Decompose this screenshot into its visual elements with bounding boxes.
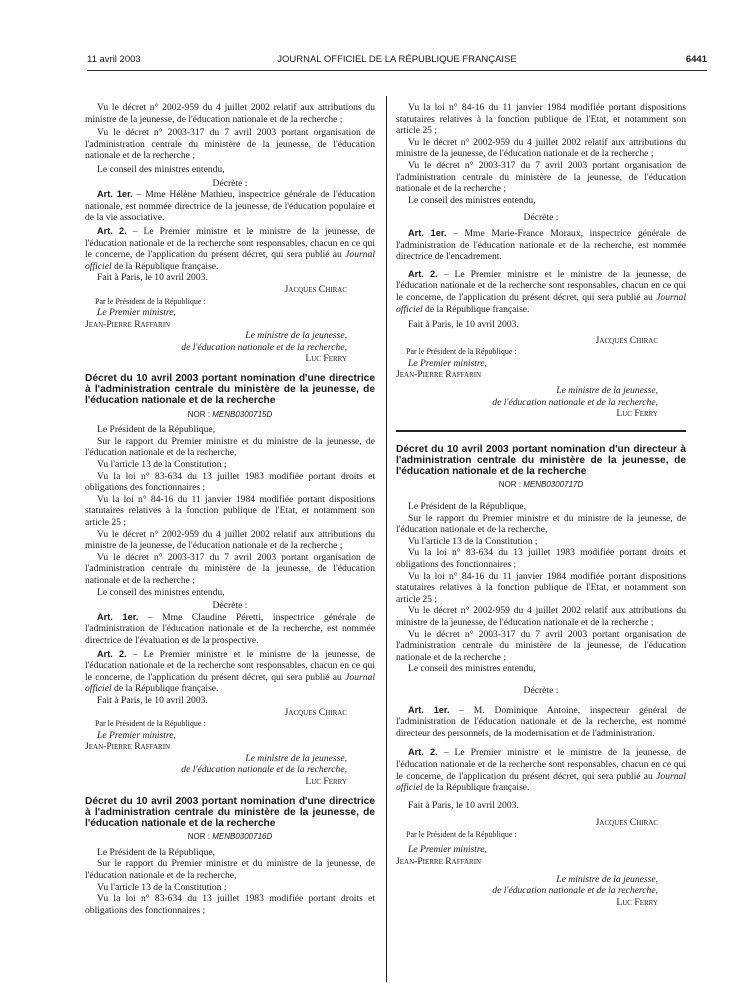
signature: Jacques Chirac (595, 817, 658, 829)
paragraph: Vu le décret n° 2002-959 du 4 juillet 2002 relatif aux attributions du ministre de la jeunesse, de l'éducation nationale et de la recherche ; (85, 528, 375, 552)
minister-name: Luc Ferry (616, 896, 658, 908)
journal-name: Journal officiel (396, 291, 686, 315)
article-label: Art. 1er. (408, 704, 450, 715)
paragraph: Le conseil des ministres entendu, (97, 163, 225, 175)
done-at: Fait à Paris, le 10 avril 2003. (408, 799, 519, 811)
article-label: Art. 1er. (97, 189, 133, 200)
paragraph: Vu le décret n° 2002-959 du 4 juillet 2002 relatif aux attributions du ministre de la jeunesse, de l'éducation nationale et de la recherche ; (396, 136, 686, 160)
prime-minister-name: Jean-Pierre Raffarin (85, 318, 171, 330)
prime-minister-title: Le Premier ministre, (408, 844, 487, 856)
decrete-heading: Décrète : (523, 684, 559, 696)
prime-minister-name: Jean-Pierre Raffarin (85, 741, 171, 753)
minister-title: Le ministre de la jeunesse, (245, 330, 347, 342)
article-2 (85, 226, 375, 272)
article-text: – M. Dominique Antoine, inspecteur général de l'administration de l'éducation nationale et de la recherche, est nommé directeur des personnels, de la modernisation et de l'administration. (396, 704, 686, 739)
paragraph: Le Président de la République, (408, 501, 527, 513)
paragraph: Sur le rapport du Premier ministre et du ministre de la jeunesse, de l'éducation nationale et de la recherche, (85, 858, 375, 882)
minister-name: Luc Ferry (305, 776, 347, 788)
decrete-heading: Décrète : (212, 177, 248, 189)
done-at: Fait à Paris, le 10 avril 2003. (408, 319, 519, 331)
paragraph: Sur le rapport du Premier ministre et du ministre de la jeunesse, de l'éducation nationale et de la recherche, (396, 512, 686, 536)
decree-title: Décret du 10 avril 2003 portant nomination d'une directrice à l'administration centrale du ministère de la jeunesse, de l'éducation nationale et de la recherche (85, 795, 375, 830)
paragraph: Vu la loi n° 83-634 du 13 juillet 1983 modifiée portant droits et obligations des fonctionnaires ; (85, 893, 375, 916)
by-president: Par le Président de la République : (95, 719, 206, 729)
decrete-heading: Décrète : (212, 600, 248, 612)
article-1 (396, 705, 686, 740)
prime-minister-title: Le Premier ministre, (408, 357, 487, 369)
by-president: Par le Président de la République : (406, 829, 517, 839)
prime-minister-title: Le Premier ministre, (97, 307, 176, 319)
signature: Jacques Chirac (595, 334, 658, 346)
minister-name: Luc Ferry (305, 353, 347, 365)
paragraph: Sur le rapport du Premier ministre et du ministre de la jeunesse, de l'éducation nationale et de la recherche, (85, 435, 375, 459)
journal-name: Journal officiel (85, 249, 375, 272)
journal-name: Journal officiel (85, 671, 375, 695)
article-label: Art. 2. (97, 225, 127, 236)
page-header (87, 54, 707, 71)
minister-title: de l'éducation nationale et de la recherche, (181, 341, 347, 353)
minister-title: de l'éducation nationale et de la recherche, (492, 885, 658, 897)
minister-title: Le ministre de la jeunesse, (556, 385, 658, 397)
minister-title: de l'éducation nationale et de la recherche, (181, 764, 347, 776)
paragraph: Le conseil des ministres entendu, (408, 194, 536, 206)
done-at: Fait à Paris, le 10 avril 2003. (97, 272, 208, 284)
right-column (396, 102, 686, 908)
minister-title: de l'éducation nationale et de la recherche, (492, 396, 658, 408)
article-text: de la République française. (111, 260, 219, 272)
paragraph: Vu le décret n° 2003-317 du 7 avril 2003 portant organisation de l'administration centrale du ministère de la jeunesse, de l'éducation nationale et de la recherche ; (85, 551, 375, 586)
signature: Jacques Chirac (284, 283, 347, 295)
nor-reference: NOR : MENB0300716D (187, 832, 273, 842)
article-label: Art. 2. (97, 648, 127, 659)
left-column (85, 102, 375, 916)
article-text: – Le Premier ministre et le ministre de la jeunesse, de l'éducation nationale et de la recherche sont responsables, chacun en ce qui le concerne, de l'application du présent décret, qui sera publié au (396, 747, 686, 782)
nor-reference: NOR : MENB0300717D (498, 480, 584, 490)
article-label: Art. 1er. (97, 611, 139, 622)
article-text: – Le Premier ministre et le ministre de la jeunesse, de l'éducation nationale et de la recherche sont responsables, chacun en ce qui le concerne, de l'application du présent décret, qui sera publié au (85, 225, 375, 261)
nor-reference: NOR : MENB0300715D (187, 409, 273, 419)
header-page-number: 6441 (685, 54, 707, 65)
article-text: – Mme Hélène Mathieu, inspectrice générale de l'éducation nationale, est nommée directrice de la jeunesse, de l'éducation populaire et de la vie associative. (85, 189, 375, 224)
paragraph: Vu le décret n° 2002-959 du 4 juillet 2002 relatif aux attributions du ministre de la jeunesse, de l'éducation nationale et de la recherche ; (396, 605, 686, 628)
paragraph: Le conseil des ministres entendu, (97, 586, 225, 598)
signature: Jacques Chirac (284, 706, 347, 718)
section-rule (396, 430, 686, 432)
by-president: Par le Président de la République : (406, 347, 517, 357)
paragraph: Vu le décret n° 2003-317 du 7 avril 2003 portant organisation de l'administration centrale du ministère de la jeunesse, de l'éducation nationale et de la recherche ; (85, 127, 375, 162)
paragraph: Vu l'article 13 de la Constitution ; (97, 459, 227, 471)
paragraph: Vu la loi n° 84-16 du 11 janvier 1984 modifiée portant dispositions statutaires relatives à la fonction publique de l'Etat, et notamment son article 25 ; (396, 102, 686, 137)
article-1 (396, 228, 686, 263)
header-date: 11 avril 2003 (87, 54, 141, 65)
paragraph: Le conseil des ministres entendu, (408, 663, 536, 675)
article-text: – Mme Claudine Péretti, inspectrice générale de l'administration de l'éducation nationale et de la recherche, est nommée directrice de l'évaluation et de la prospective. (85, 611, 375, 646)
article-label: Art. 1er. (408, 227, 447, 238)
by-president: Par le Président de la République : (95, 296, 206, 306)
paragraph: Vu le décret n° 2003-317 du 7 avril 2003 portant organisation de l'administration centrale du ministère de la jeunesse, de l'éducation nationale et de la recherche ; (396, 159, 686, 195)
paragraph: Vu la loi n° 84-16 du 11 janvier 1984 modifiée portant dispositions statutaires relatives à la fonction publique de l'Etat, et notamment son article 25 ; (85, 493, 375, 529)
paragraph: Vu la loi n° 84-16 du 11 janvier 1984 modifiée portant dispositions statutaires relatives à la fonction publique de l'Etat, et notamment son article 25 ; (396, 570, 686, 605)
minister-title: Le ministre de la jeunesse, (556, 873, 658, 885)
paragraph: Le Président de la République, (97, 846, 216, 858)
article-label: Art. 2. (408, 268, 438, 279)
article-2 (396, 269, 686, 315)
article-2 (396, 747, 686, 793)
decree-title: Décret du 10 avril 2003 portant nomination d'une directrice à l'administration centrale du ministère de la jeunesse, de l'éducation nationale et de la recherche (85, 373, 375, 407)
header-journal-title: JOURNAL OFFICIEL DE LA RÉPUBLIQUE FRANÇAISE (277, 54, 517, 65)
paragraph: Vu la loi n° 83-634 du 13 juillet 1983 modifiée portant droits et obligations des fonctionnaires ; (396, 547, 686, 571)
article-text: de la République française. (111, 683, 219, 695)
column-separator (386, 96, 387, 982)
prime-minister-name: Jean-Pierre Raffarin (396, 369, 482, 381)
paragraph: Vu la loi n° 83-634 du 13 juillet 1983 modifiée portant droits et obligations des fonctionnaires ; (85, 470, 375, 494)
minister-title: Le ministre de la jeunesse, (245, 752, 347, 764)
article-1 (85, 189, 375, 224)
prime-minister-title: Le Premier ministre, (97, 729, 176, 741)
minister-name: Luc Ferry (616, 408, 658, 420)
article-text: – Le Premier ministre et le ministre de la jeunesse, de l'éducation nationale et de la recherche sont responsables, chacun en ce qui le concerne, de l'application du présent décret, qui sera publié au (396, 268, 686, 303)
journal-name: Journal officiel (396, 770, 686, 794)
article-text: de la République française. (422, 303, 530, 315)
article-label: Art. 2. (408, 747, 438, 758)
article-1 (85, 612, 375, 647)
done-at: Fait à Paris, le 10 avril 2003. (97, 694, 208, 706)
article-text: – Mme Marie-France Moraux, inspectrice générale de l'administration de l'éducation nationale et de la recherche, est nommée directrice de l'encadrement. (396, 227, 686, 263)
paragraph: Le Président de la République, (97, 424, 216, 436)
article-2 (85, 649, 375, 695)
decree-title: Décret du 10 avril 2003 portant nomination d'un directeur à l'administration centrale du ministère de la jeunesse, de l'éducation nationale et de la recherche (396, 443, 686, 478)
article-text: de la République française. (422, 782, 530, 794)
paragraph: Vu l'article 13 de la Constitution ; (97, 881, 227, 893)
paragraph: Vu l'article 13 de la Constitution ; (408, 535, 538, 547)
paragraph: Vu le décret n° 2003-317 du 7 avril 2003 portant organisation de l'administration centrale du ministère de la jeunesse, de l'éducation nationale et de la recherche ; (396, 628, 686, 663)
decrete-heading: Décrète : (523, 212, 559, 224)
paragraph: Vu le décret n° 2002-959 du 4 juillet 2002 relatif aux attributions du ministre de la jeunesse, de l'éducation nationale et de la recherche ; (85, 102, 375, 125)
article-text: – Le Premier ministre et le ministre de la jeunesse, de l'éducation nationale et de la recherche sont responsables, chacun en ce qui le concerne, de l'application du présent décret, qui sera publié au (85, 648, 375, 683)
prime-minister-name: Jean-Pierre Raffarin (396, 856, 482, 868)
